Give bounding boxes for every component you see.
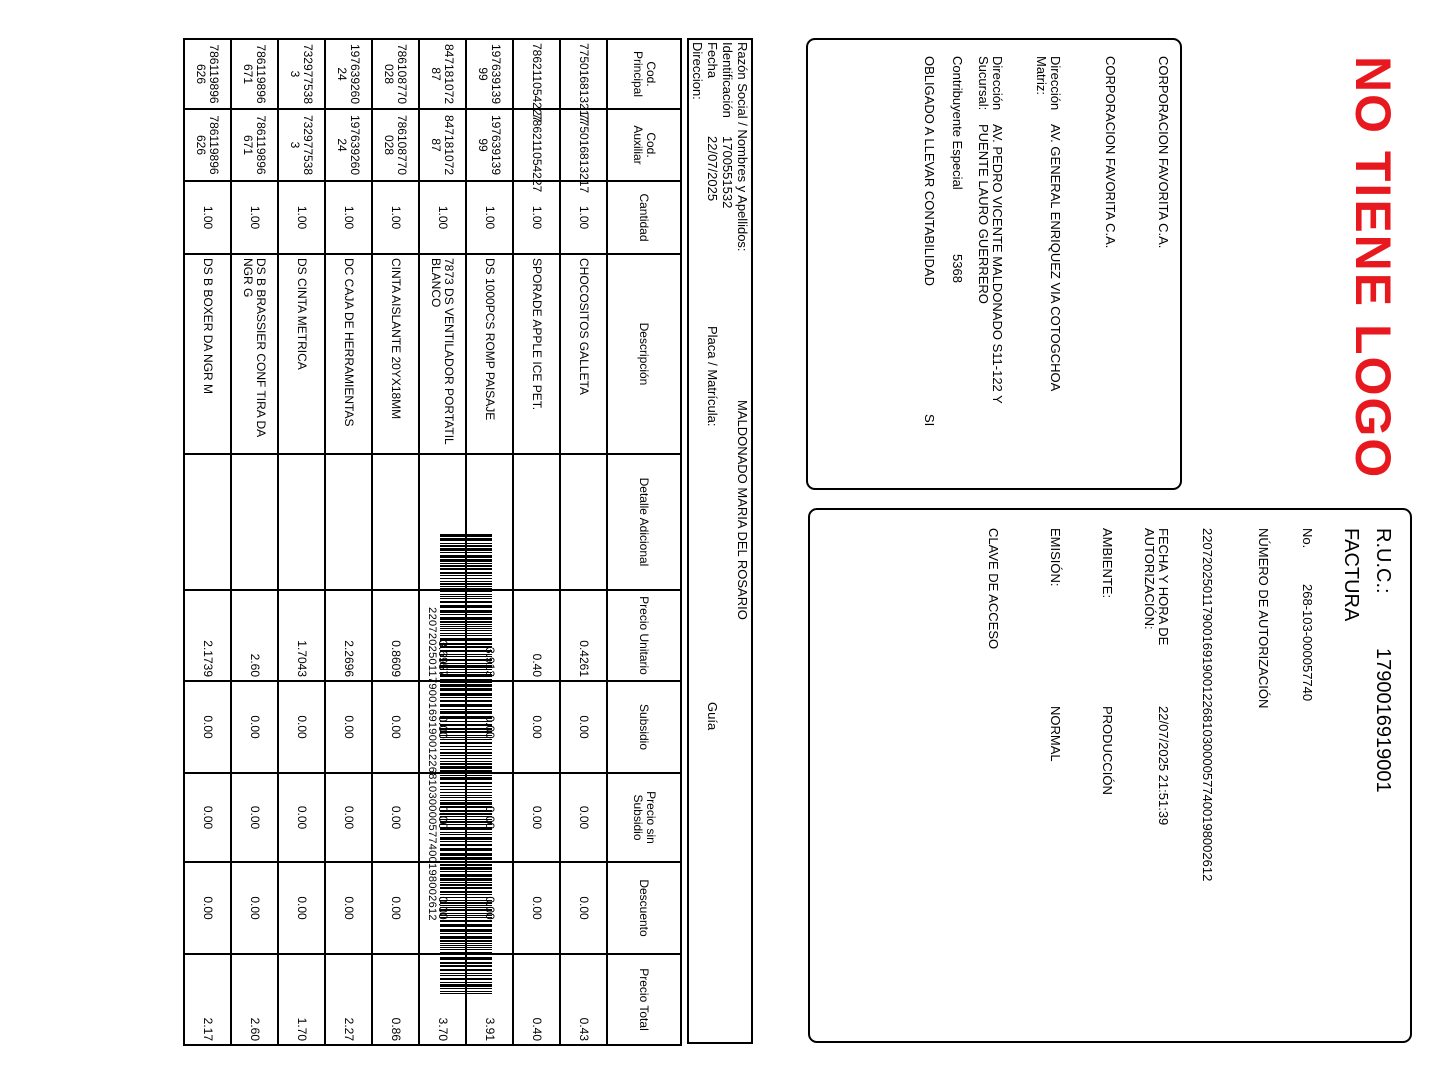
descripcion-cell: DS 1000PCS ROMP PAISAJE (466, 254, 513, 454)
descuento-cell: 0.00 (419, 862, 466, 954)
subsidio-cell: 0.00 (231, 681, 278, 773)
cantidad-cell: 1.00 (325, 181, 372, 254)
precio-sin-subsidio-cell: 0.00 (372, 773, 419, 862)
descuento-cell: 0.00 (513, 862, 560, 954)
subsidio-cell: 0.00 (560, 681, 607, 773)
cod-auxiliar-cell: 732977538 3 (278, 109, 325, 181)
descuento-cell: 0.00 (278, 862, 325, 954)
contabilidad-label: OBLIGADO A LLEVAR CONTABILIDAD (922, 56, 937, 286)
table-row (466, 39, 513, 1045)
auth-datetime-value: 22/07/2025 21:51:39 (1156, 706, 1171, 826)
emision-label: EMISIÓN: (1048, 528, 1063, 587)
dir-matriz-label: Dirección Matriz: (1034, 56, 1063, 111)
cod-principal-cell: 786108770 028 (372, 39, 419, 109)
cod-principal-cell: 197639139 99 (466, 39, 513, 109)
precio-unitario-cell: 1.7043 (278, 590, 325, 681)
subsidio-cell: 0.00 (513, 681, 560, 773)
cod-principal-cell: 786119896 671 (231, 39, 278, 109)
descripcion-cell: 7873 DS VENTILADOR PORTATIL BLANCO (419, 254, 466, 454)
precio-unitario-cell: 0.4261 (560, 590, 607, 681)
descripcion-cell: SPORADE APPLE ICE PET. (513, 254, 560, 454)
cantidad-cell: 1.00 (419, 181, 466, 254)
ambiente-value: PRODUCCIÓN (1100, 706, 1115, 795)
precio-unitario-cell: 2.1739 (184, 590, 231, 681)
dir-matriz-value: AV. GENERAL ENRIQUEZ VIA COTOGCHOA (1048, 124, 1063, 392)
subsidio-cell: 0.00 (325, 681, 372, 773)
invoice-number-value: 268-103-000057740 (1300, 584, 1315, 702)
precio-unitario-cell: 3.6957 (419, 590, 466, 681)
cod-auxiliar-cell: 786119896 671 (231, 109, 278, 181)
fecha-value: 22/07/2025 (705, 136, 720, 202)
dir-sucursal-label: Dirección Sucursal: (976, 56, 1005, 111)
precio-total-cell: 2.17 (184, 954, 231, 1045)
cod-principal-cell: 732977538 3 (278, 39, 325, 109)
auth-datetime-label: FECHA Y HORA DE AUTORIZACIÓN: (1142, 528, 1171, 646)
precio-unitario-cell: 0.40 (513, 590, 560, 681)
cod-principal-cell: 786119896 626 (184, 39, 231, 109)
subsidio-cell: 0.00 (184, 681, 231, 773)
table-row (231, 39, 278, 1045)
ambiente-label: AMBIENTE: (1100, 528, 1115, 599)
precio-unitario-cell: 2.60 (231, 590, 278, 681)
identificacion-label: Identificación (720, 42, 735, 118)
subsidio-cell: 0.00 (278, 681, 325, 773)
descripcion-cell: DS CINTA METRICA (278, 254, 325, 454)
cantidad-cell: 1.00 (184, 181, 231, 254)
detalle-adicional-cell (466, 454, 513, 590)
razon-social-value: MALDONADO MARIA DEL ROSARIO (735, 400, 750, 620)
cod-auxiliar-cell: 775016813217 (560, 109, 607, 181)
precio-unitario-cell: 2.2696 (325, 590, 372, 681)
descuento-cell: 0.00 (466, 862, 513, 954)
cantidad-cell: 1.00 (513, 181, 560, 254)
descuento-cell: 0.00 (325, 862, 372, 954)
auth-number-value: 2207202501179001691900122681030000577400198002612 (1200, 528, 1215, 882)
cantidad-cell: 1.00 (466, 181, 513, 254)
logo-placeholder: NO TIENE LOGO (1345, 56, 1401, 480)
placa-label: Placa / Matrícula: (705, 326, 720, 427)
table-row (372, 39, 419, 1045)
precio-sin-subsidio-cell: 0.00 (513, 773, 560, 862)
descripcion-cell: CINTA AISLANTE 20YX18MM (372, 254, 419, 454)
razon-social-label: Razón Social / Nombres y Apellidos: (735, 42, 750, 252)
descuento-cell: 0.00 (231, 862, 278, 954)
descuento-cell: 0.00 (372, 862, 419, 954)
ruc-value: 1790016919001 (1372, 648, 1394, 793)
precio-sin-subsidio-cell: 0.00 (560, 773, 607, 862)
descuento-cell: 0.00 (560, 862, 607, 954)
precio-total-cell: 2.27 (325, 954, 372, 1045)
cod-auxiliar-cell: 786108770 028 (372, 109, 419, 181)
invoice-number-label: No. (1300, 528, 1315, 549)
precio-total-cell: 1.70 (278, 954, 325, 1045)
precio-total-cell: 3.91 (466, 954, 513, 1045)
detalle-adicional-cell (372, 454, 419, 590)
precio-total-cell: 2.60 (231, 954, 278, 1045)
auth-number-label: NÚMERO DE AUTORIZACIÓN (1256, 528, 1271, 709)
cod-principal-cell: 847181072 87 (419, 39, 466, 109)
cantidad-cell: 1.00 (560, 181, 607, 254)
identificacion-value: 1700551532 (720, 136, 735, 209)
precio-total-cell: 0.43 (560, 954, 607, 1045)
precio-sin-subsidio-cell: 0.00 (466, 773, 513, 862)
header-precio-unitario: Precio Unitario (607, 590, 681, 681)
header-descuento: Descuento (607, 862, 681, 954)
cod-auxiliar-cell: 847181072 87 (419, 109, 466, 181)
detalle-adicional-cell (184, 454, 231, 590)
table-row (278, 39, 325, 1045)
emision-value: NORMAL (1048, 706, 1063, 762)
direccion-label: Direccion: (690, 42, 705, 100)
contabilidad-value: SI (922, 414, 937, 427)
header-cod-principal: Cod. Principal (607, 39, 681, 109)
guia-label: Guía (705, 702, 720, 731)
descuento-cell: 0.00 (184, 862, 231, 954)
table-row (325, 39, 372, 1045)
cod-auxiliar-cell: 786119896 626 (184, 109, 231, 181)
precio-unitario-cell: 3.913 (466, 590, 513, 681)
header-cod-auxiliar: Cod. Auxiliar (607, 109, 681, 181)
document-type: FACTURA (1340, 528, 1362, 622)
table-row (513, 39, 560, 1045)
subsidio-cell: 0.00 (419, 681, 466, 773)
precio-sin-subsidio-cell: 0.00 (278, 773, 325, 862)
cod-principal-cell: 197639260 24 (325, 39, 372, 109)
table-row (184, 39, 231, 1045)
access-key-label: CLAVE DE ACCESO (986, 528, 1001, 650)
precio-total-cell: 3.70 (419, 954, 466, 1045)
cod-principal-cell: 786211054227 (513, 39, 560, 109)
detalle-adicional-cell (278, 454, 325, 590)
header-detalle-adicional: Detalle Adicional (607, 454, 681, 590)
access-key-barcode-text: 2207202501179001691900122681030000577400198002612 (426, 607, 438, 921)
precio-unitario-cell: 0.8609 (372, 590, 419, 681)
issuer-trade-name: CORPORACION FAVORITA C.A. (1103, 56, 1118, 249)
descripcion-cell: DS B BOXER DA NGR M (184, 254, 231, 454)
fecha-label: Fecha (705, 42, 720, 79)
subsidio-cell: 0.00 (372, 681, 419, 773)
cod-auxiliar-cell: 197639260 24 (325, 109, 372, 181)
precio-sin-subsidio-cell: 0.00 (184, 773, 231, 862)
descripcion-cell: DC CAJA DE HERRAMIENTAS (325, 254, 372, 454)
header-precio-sin-subsidio: Precio sin Subsidio (607, 773, 681, 862)
cod-auxiliar-cell: 197639139 99 (466, 109, 513, 181)
header-precio-total: Precio Total (607, 954, 681, 1045)
cantidad-cell: 1.00 (231, 181, 278, 254)
table-header-row (607, 39, 681, 1045)
precio-sin-subsidio-cell: 0.00 (325, 773, 372, 862)
cod-auxiliar-cell: 786211054227 (513, 109, 560, 181)
dir-sucursal-value: AV. PEDRO VICENTE MALDONADO S11-122 Y PUENTE LAURO GUERRERO (976, 124, 1005, 404)
descripcion-cell: DS B BRASSIER CONF TIRA DA NGR G (231, 254, 278, 454)
ruc-label: R.U.C.: (1372, 528, 1394, 594)
detalle-adicional-cell (231, 454, 278, 590)
precio-sin-subsidio-cell: 0.00 (231, 773, 278, 862)
items-table (183, 38, 682, 1046)
detalle-adicional-cell (419, 454, 466, 590)
subsidio-cell: 0.00 (466, 681, 513, 773)
header-descripcion: Descripción (607, 254, 681, 454)
table-row (419, 39, 466, 1045)
cantidad-cell: 1.00 (372, 181, 419, 254)
detalle-adicional-cell (513, 454, 560, 590)
contribuyente-value: 5368 (950, 254, 965, 283)
precio-total-cell: 0.86 (372, 954, 419, 1045)
contribuyente-label: Contribuyente Especial (950, 56, 965, 190)
cod-principal-cell: 775016813217 (560, 39, 607, 109)
descripcion-cell: CHOCOSITOS GALLETA (560, 254, 607, 454)
header-cantidad: Cantidad (607, 181, 681, 254)
header-subsidio: Subsidio (607, 681, 681, 773)
precio-total-cell: 0.40 (513, 954, 560, 1045)
issuer-name: CORPORACION FAVORITA C.A. (1156, 56, 1171, 249)
detalle-adicional-cell (325, 454, 372, 590)
table-row (560, 39, 607, 1045)
detalle-adicional-cell (560, 454, 607, 590)
precio-sin-subsidio-cell: 0.00 (419, 773, 466, 862)
cantidad-cell: 1.00 (278, 181, 325, 254)
